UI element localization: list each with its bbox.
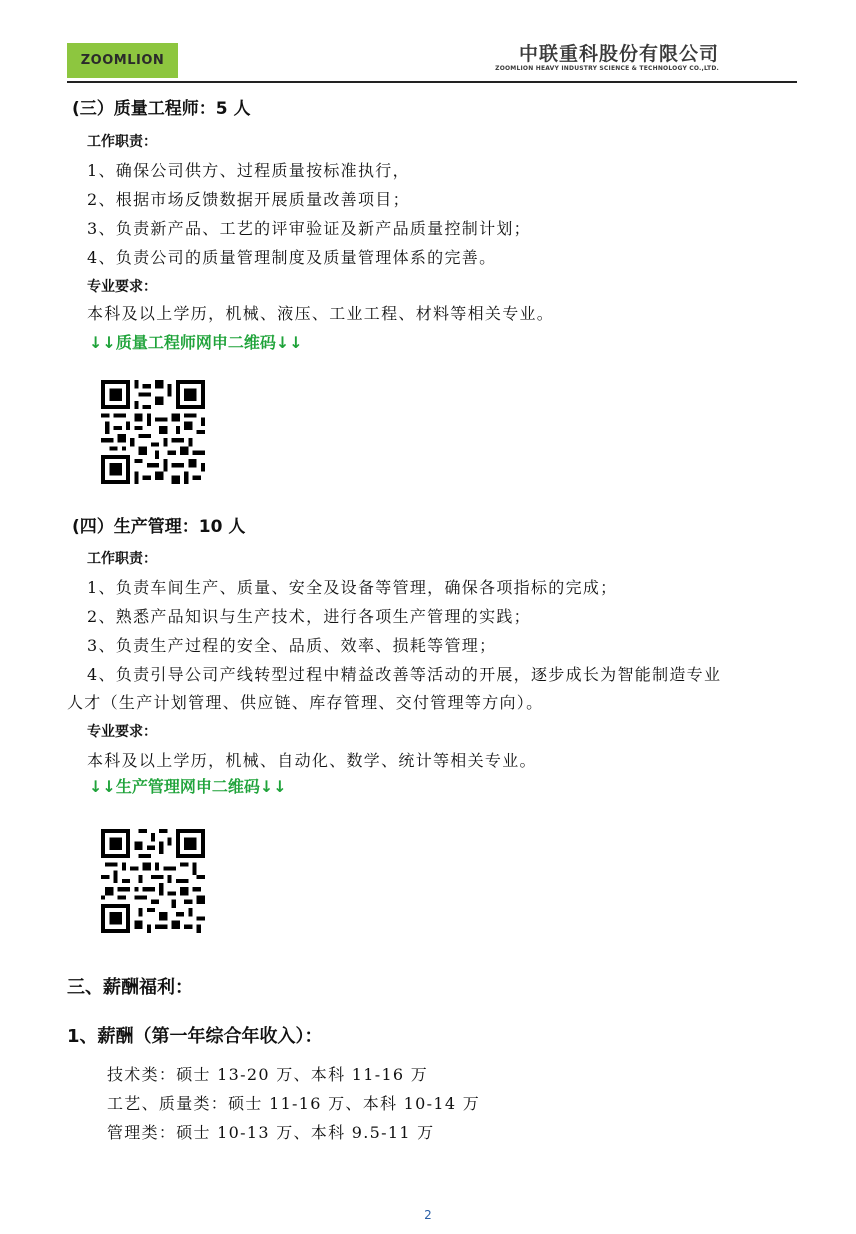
qr-caption-quality: ↓↓质量工程师网申二维码↓↓ xyxy=(89,333,303,352)
duty-line: 4、负责公司的质量管理制度及质量管理体系的完善。 xyxy=(87,248,497,267)
requirements-text: 本科及以上学历，机械、液压、工业工程、材料等相关专业。 xyxy=(87,304,555,323)
salary-line: 管理类：硕士 10-13 万、本科 9.5-11 万 xyxy=(107,1123,435,1142)
salary-line: 技术类：硕士 13-20 万、本科 11-16 万 xyxy=(107,1065,429,1084)
duty-line: 3、负责生产过程的安全、品质、效率、损耗等管理； xyxy=(87,636,497,655)
duty-line: 2、熟悉产品知识与生产技术，进行各项生产管理的实践； xyxy=(87,607,531,626)
zoomlion-logo: ZOOMLION xyxy=(67,43,178,78)
duty-line: 4、负责引导公司产线转型过程中精益改善等活动的开展，逐步成长为智能制造专业 xyxy=(87,665,722,684)
qr-code-quality-icon[interactable] xyxy=(101,380,205,484)
duties-label: 工作职责： xyxy=(87,134,157,150)
header-divider xyxy=(67,81,797,83)
qr-caption-production: ↓↓生产管理网申二维码↓↓ xyxy=(89,777,287,796)
company-logo xyxy=(495,44,719,73)
section-title-quality: (三）质量工程师：5 人 xyxy=(72,99,251,119)
duty-line: 1、负责车间生产、质量、安全及设备等管理，确保各项指标的完成； xyxy=(87,578,618,597)
salary-title: 1、薪酬（第一年综合年收入）： xyxy=(67,1026,323,1047)
duty-line: 人才（生产计划管理、供应链、库存管理、交付管理等方向）。 xyxy=(67,693,544,712)
duty-line: 3、负责新产品、工艺的评审验证及新产品质量控制计划； xyxy=(87,219,531,238)
page-number: 2 xyxy=(424,1208,432,1222)
salary-line: 工艺、质量类：硕士 11-16 万、本科 10-14 万 xyxy=(107,1094,480,1113)
duty-line: 2、根据市场反馈数据开展质量改善项目； xyxy=(87,190,410,209)
requirements-label: 专业要求： xyxy=(87,279,157,295)
duty-line: 1、确保公司供方、过程质量按标准执行， xyxy=(87,161,410,180)
section-title-production: (四）生产管理：10 人 xyxy=(72,517,246,537)
duties-label: 工作职责： xyxy=(87,551,157,567)
qr-code-production-icon[interactable] xyxy=(101,829,205,933)
section-title-benefits: 三、薪酬福利： xyxy=(67,977,193,998)
requirements-text: 本科及以上学历，机械、自动化、数学、统计等相关专业。 xyxy=(87,751,537,770)
company-name-en: ZOOMLION HEAVY INDUSTRY SCIENCE & TECHNOLOGY CO.,LTD. xyxy=(495,65,719,72)
requirements-label: 专业要求： xyxy=(87,724,157,740)
company-name-cn: 中联重科股份有限公司 xyxy=(518,43,719,65)
